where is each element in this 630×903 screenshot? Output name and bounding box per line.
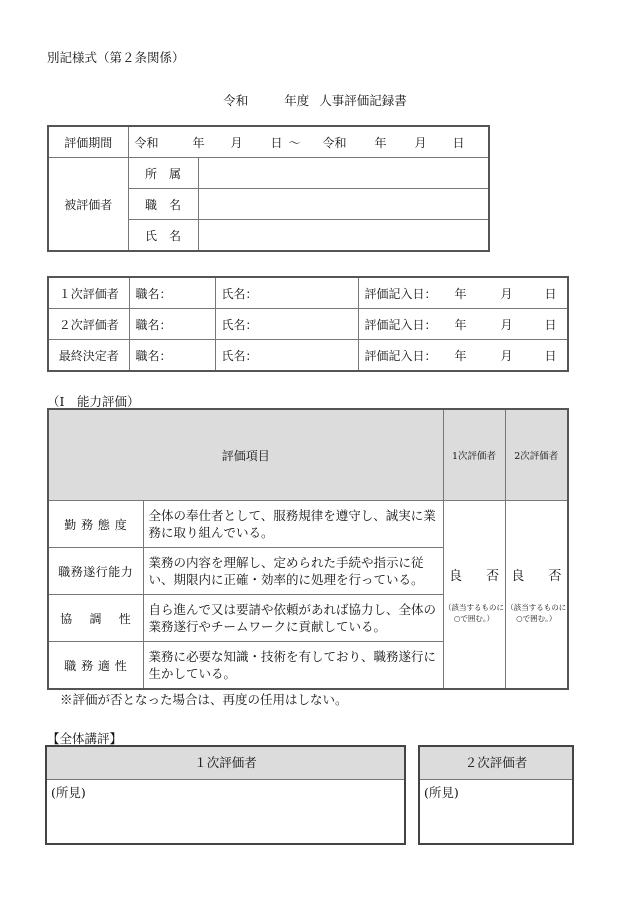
entry-year: 年 — [454, 348, 467, 363]
form-reference: 別記様式（第２条関係） — [47, 50, 185, 65]
document-title — [0, 91, 630, 109]
header-evaluation-item: 評価項目 — [48, 409, 443, 501]
ability-table — [47, 408, 569, 690]
entry-year: 年 — [454, 317, 467, 332]
first-evaluator-date[interactable] — [358, 277, 568, 309]
ability-section-title: （Ⅰ 能力評価） — [47, 394, 140, 409]
period-label: 評価期間 — [48, 126, 128, 158]
second-evaluator-label: ２次評価者 — [48, 309, 129, 340]
final-decider-name[interactable]: 氏名： — [215, 340, 358, 372]
result-choices: 良 否 — [511, 569, 562, 584]
final-decider-date[interactable] — [358, 340, 568, 372]
first-evaluator-label: １次評価者 — [48, 277, 129, 309]
result-choices: 良 否 — [448, 569, 500, 584]
item-cooperation: 協 調 性 — [48, 595, 143, 642]
period-start-day: 日 — [270, 135, 283, 150]
title-era: 令和 — [223, 93, 249, 108]
first-evaluator-post[interactable]: 職名： — [129, 277, 215, 309]
second-evaluator-comment-box[interactable] — [418, 745, 574, 845]
entry-date-label: 評価記入日： — [364, 317, 437, 332]
first-evaluator-opinion-label: (所見) — [51, 785, 86, 800]
period-field[interactable] — [128, 126, 489, 158]
result-note: （該当するものに○で囲む。） — [506, 603, 567, 623]
entry-date-label: 評価記入日： — [364, 286, 437, 301]
item-desc: 全体の奉仕者として、服務規律を遵守し、誠実に業務に取り組んでいる。 — [143, 501, 443, 548]
first-evaluator-result[interactable] — [443, 501, 505, 690]
title-year-suffix: 年度 — [284, 93, 310, 108]
period-end-era: 令和 — [322, 135, 347, 150]
job-title-field[interactable] — [198, 189, 489, 220]
second-evaluator-result[interactable] — [505, 501, 568, 690]
second-evaluator-post[interactable]: 職名： — [129, 309, 215, 340]
entry-month: 月 — [500, 286, 513, 301]
name-field[interactable] — [198, 220, 489, 252]
second-evaluator-name[interactable]: 氏名： — [215, 309, 358, 340]
evaluatee-label: 被評価者 — [48, 158, 128, 252]
affiliation-label: 所 属 — [128, 158, 198, 189]
result-note: （該当するものに○で囲む。） — [444, 603, 505, 623]
second-evaluator-opinion-label: (所見) — [424, 785, 459, 800]
period-tilde: ～ — [288, 135, 301, 150]
entry-date-label: 評価記入日： — [364, 348, 437, 363]
item-work-attitude: 勤 務 態 度 — [48, 501, 143, 548]
item-desc: 業務の内容を理解し、定められた手続や指示に従い、期限内に正確・効率的に処理を行っている。 — [143, 548, 443, 595]
item-job-performance: 職務遂行能力 — [48, 548, 143, 595]
first-evaluator-comment-box[interactable] — [45, 745, 406, 845]
general-comment-title: 【全体講評】 — [47, 731, 123, 746]
header-second-evaluator: 2次評価者 — [505, 409, 568, 501]
final-decider-post[interactable]: 職名： — [129, 340, 215, 372]
entry-day: 日 — [544, 317, 557, 332]
header-first-evaluator: 1次評価者 — [443, 409, 505, 501]
entry-month: 月 — [500, 317, 513, 332]
final-decider-label: 最終決定者 — [48, 340, 129, 372]
name-label: 氏 名 — [128, 220, 198, 252]
first-evaluator-comment-header: １次評価者 — [47, 747, 404, 780]
first-evaluator-name[interactable]: 氏名： — [215, 277, 358, 309]
entry-day: 日 — [544, 348, 557, 363]
period-start-month: 月 — [230, 135, 243, 150]
second-evaluator-comment-header: ２次評価者 — [420, 747, 572, 780]
entry-day: 日 — [544, 286, 557, 301]
period-end-day: 日 — [452, 135, 465, 150]
evaluators-table — [47, 276, 569, 372]
period-start-era: 令和 — [134, 135, 159, 150]
failure-note: ※評価が否となった場合は、再度の任用はしない。 — [60, 692, 348, 707]
item-job-aptitude: 職 務 適 性 — [48, 642, 143, 690]
period-end-month: 月 — [414, 135, 427, 150]
evaluatee-table — [47, 125, 490, 252]
job-title-label: 職 名 — [128, 189, 198, 220]
affiliation-field[interactable] — [198, 158, 489, 189]
title-name: 人事評価記録書 — [319, 93, 407, 108]
item-desc: 業務に必要な知識・技術を有しており、職務遂行に生かしている。 — [143, 642, 443, 690]
item-desc: 自ら進んで又は要請や依頼があれば協力し、全体の業務遂行やチームワークに貢献している。 — [143, 595, 443, 642]
period-start-year: 年 — [192, 135, 205, 150]
entry-year: 年 — [454, 286, 467, 301]
second-evaluator-date[interactable] — [358, 309, 568, 340]
period-end-year: 年 — [374, 135, 387, 150]
entry-month: 月 — [500, 348, 513, 363]
